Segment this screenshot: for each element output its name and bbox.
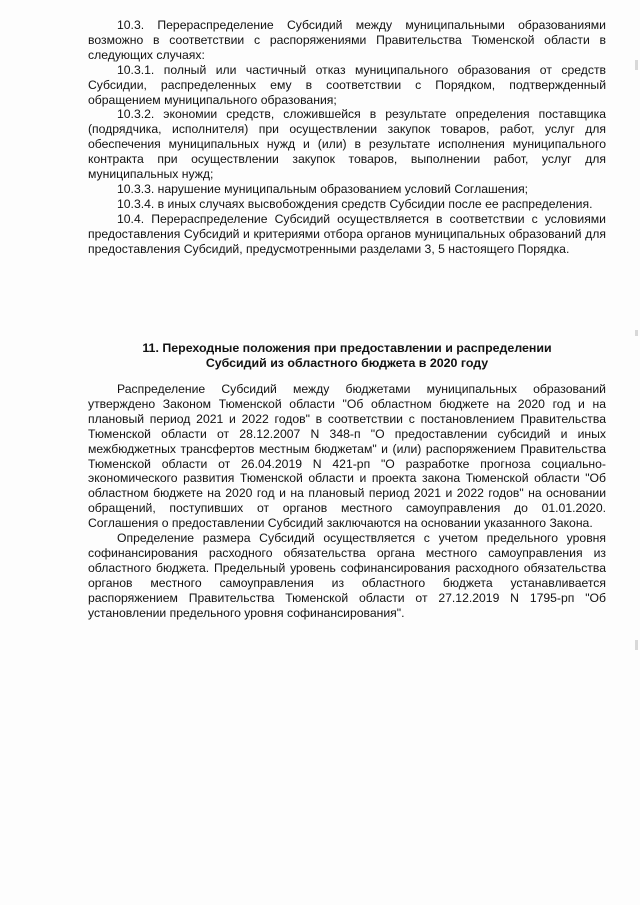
paragraph-10-3-3: 10.3.3. нарушение муниципальным образованием условий Соглашения; <box>117 181 529 196</box>
scan-edge-mark <box>635 640 638 650</box>
paragraph-distribution: Распределение Субсидий между бюджетами муниципальных образований утверждено Законом Тюменской области "Об областном бюджете на 2020 год и на плановый период 2021 и 2022 годов" в соответствии с постановлением Правительства Тюменской области от 28.12.2007 N 348-п "О предоставлении субсидий и иных межбюджетных трансфертов местным бюджетам" и (или) распоряжением Правительства Тюменской области от 26.04.2019 N 421-рп "О разработке прогноза социально-экономического развития Тюменской области и проекта закона Тюменской области "Об областном бюджете на 2020 год и на плановый период 2021 и 2022 годов" на основании обращений, поступивших от органов местного самоуправления до 01.01.2020. Соглашения о предоставлении Субсидий заключаются на основании указанного Закона. <box>88 382 606 531</box>
scan-edge-mark <box>635 60 638 70</box>
paragraph-10-3: 10.3. Перераспределение Субсидий между муниципальными образованиями возможно в соответствии с распоряжениями Правительства Тюменской области в следующих случаях: <box>88 18 606 62</box>
scan-edge-mark <box>635 330 638 336</box>
paragraph-10-3-1: 10.3.1. полный или частичный отказ муниципального образования от средств Субсидии, распределенных ему в соответствии с Порядком, подтвержденный обращением муниципального образования; <box>88 62 606 107</box>
paragraph-cofinancing: Определение размера Субсидий осуществляется с учетом предельного уровня софинансирования расходного обязательства органа местного самоуправления из областного бюджета. Предельный уровень софинансирования расходного обязательства органов местного самоуправления из областного бюджета устанавливается распоряжением Правительства Тюменской области от 27.12.2019 N 1795-рп "Об установлении предельного уровня софинансирования". <box>88 531 606 620</box>
section-heading-line2: Субсидий из областного бюджета в 2020 году <box>205 356 489 370</box>
paragraph-10-4: 10.4. Перераспределение Субсидий осуществляется в соответствии с условиями предоставления Субсидий и критериями отбора органов муниципальных образований для предоставления Субсидий, предусмотренными разделами 3, 5 настоящего Порядка. <box>88 211 606 256</box>
paragraph-10-3-2: 10.3.2. экономии средств, сложившейся в результате определения поставщика (подрядчика, исполнителя) при осуществлении закупок товаров, работ, услуг для обеспечения муниципальных нужд и (или) в результате исполнения муниципального контракта при осуществлении закупок товаров, выполнении работ, услуг для муниципальных нужд; <box>88 107 606 182</box>
body-text-bottom <box>88 382 606 621</box>
section-heading-line1: 11. Переходные положения при предоставлении и распределении <box>142 341 552 355</box>
body-text-top <box>88 18 606 257</box>
section-heading <box>88 341 606 371</box>
paragraph-10-3-4: 10.3.4. в иных случаях высвобождения средств Субсидии после ее распределения. <box>117 196 593 211</box>
